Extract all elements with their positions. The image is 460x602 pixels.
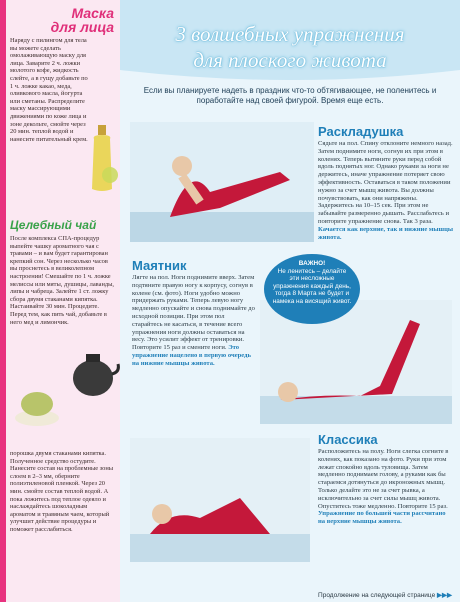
exercise-1-highlight: Качается как верхние, так и нижние мышцы живота. [318, 225, 454, 241]
exercise-2-title: Маятник [132, 258, 187, 273]
note-text: Не ленитесь – делайте эти несложные упражнения каждый день, тогда 8 Марта не будет и намека на висящий живот. [272, 267, 352, 305]
mask-text: Наряду с пилингом для тела вы можете сделать омолаживающую маску для лица. Заварите 2 ч. ложки молотого кофе, жидкость слейте, а в гущу добавьте по 1 ч. ложке какао, меда, оливкового масла, йогурта или сметаны. Распределите маску массирующими движениями по коже лица и зоне декольте, смойте через 20 мин. теплой водой и нанесите питательный крем. [10, 37, 88, 143]
mask-title [10, 6, 114, 34]
footer-arrows: ▶▶▶ [437, 592, 452, 599]
continued-footer [318, 591, 452, 599]
important-note [264, 254, 360, 324]
teapot-image [66, 342, 120, 402]
exercise-1-body: Сядьте на пол. Спину отклоните немного назад. Затем поднимите ноги, согнув их при этом в коленях. Теперь вытяните руки перед собой вдоль поднятых ног. Однако руками за ноги не держитесь, иначе упражнение потеряет свою эффективность. Оставаться в таком положении нужно за счет мышц живота. Вы должны почувствовать, как они напряжены. Задержитесь на 10–15 сек. При этом не забывайте размеренно дышать. Расслабьтесь и повторите упражнение снова. Так 3 раза. [318, 140, 453, 225]
footer-text: Продолжение на следующей странице [318, 592, 436, 599]
tea-cup-image [14, 388, 60, 428]
mask-title-line2: для лица [50, 19, 114, 35]
tea-title: Целебный чай [10, 218, 97, 232]
exercise-3-body: Расположитесь на полу. Ноги слегка согните в коленях, как показано на фото. Руки при этом лежат спокойно вдоль туловища. Затем медленно поднимаем голову, а руками как бы стараемся дотянуться до икроножных мышц. Только делайте это не за счет рывка, а исключительно за счет силы мышц живота. Опуститесь тоже медленно. Повторите 15 раз. [318, 448, 449, 510]
exercise-3-photo [130, 438, 310, 562]
mask-section [10, 6, 114, 143]
mask-title-line1: Маска [71, 5, 114, 21]
sidebar [0, 0, 120, 602]
exercise-3-text [318, 448, 454, 526]
article-title-line2: для плоского живота [193, 48, 387, 72]
tea-text: После комплекса СПА-процедур выпейте чашку ароматного чая с травами – и вам будет гарантирован крепкий сон. Через несколько часов вы проснетесь в великолепном настроении! Смешайте по 1 ч. ложке мелиссы или мяты, душицы, лаванды, липы и чабреца. Залейте 1 ст. ложку сбора двумя стаканами кипятка. Настаивайте 30 мин. Процедите. Перед тем, как пить чай, добавьте в него мед и лимончик. [10, 235, 115, 326]
exercise-2-text [132, 274, 256, 368]
note-head: ВАЖНО! [298, 260, 326, 267]
tea-section [10, 218, 114, 326]
exercise-1-title: Раскладушка [318, 124, 404, 139]
exercise-2-body: Лягте на пол. Ноги поднимите вверх. Затем подтяните правую ногу к корпусу, согнув в колене (см. фото). Ноги удобно можно придержать руками. Теперь левую ногу медленно опускайте и снова поднимайте до исходной позиции. При этом пол старайтесь не касаться, в течение всего упражнения ноги должны оставаться на весу. Это усилит эффект от тренировки. Повторите 15 раз и смените ноги. [132, 274, 255, 352]
main-article [120, 0, 460, 602]
sidebar-stripe [0, 0, 6, 602]
exercise-1-photo [130, 122, 314, 242]
article-title-line1: 3 волшебных упражнения [175, 22, 405, 46]
exercise-3-title: Классика [318, 432, 378, 447]
exercise-2-highlight: Это упражнение нацелено в первую очередь на нижние мышцы живота. [132, 344, 251, 367]
oil-bottles-image [88, 125, 120, 193]
exercise-3-highlight: Упражнение по большей части рассчитано на верхние мышцы живота. [318, 510, 446, 526]
exercise-1-text [318, 140, 454, 241]
article-intro: Если вы планируете надеть в праздник что-то обтягивающее, не поленитесь и поработайте над своей фигурой. Время еще есть. [143, 86, 437, 105]
powder-section [10, 450, 114, 534]
powder-text: порошка двумя стаканами кипятка. Полученное средство остудите. Нанесите состав на проблемные зоны слоем в 2–3 мм, оберните полиэтиленовой пленкой. Через 20 мин. смойте состав теплой водой. А пока ложитесь под теплое одеяло и наслаждайтесь шоколадным ароматом и травяным чаем, который улучшит действие процедуры и поможет расслабиться. [10, 450, 114, 533]
